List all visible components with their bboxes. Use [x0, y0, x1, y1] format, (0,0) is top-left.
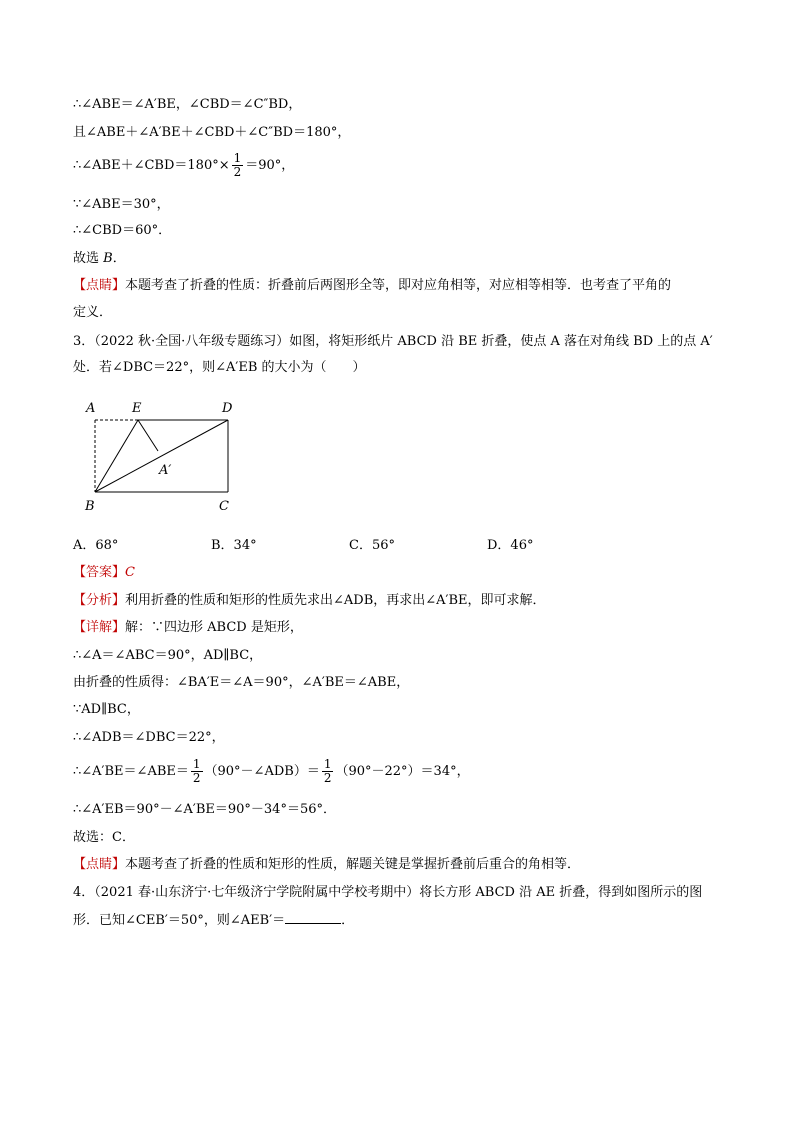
q2-line-6	[73, 250, 126, 268]
comment-tag: 【点睛】	[73, 857, 126, 872]
answer-blank	[285, 911, 341, 924]
analysis-tag: 【分析】	[73, 593, 126, 608]
q2-period: ．	[112, 251, 126, 266]
q3-detail-3: 由折叠的性质得：∠BA′E＝∠A＝90°，∠A′BE＝∠ABE，	[73, 675, 410, 690]
q3-analysis	[73, 592, 546, 610]
segment-e-aprime	[138, 420, 158, 451]
analysis-text: 利用折叠的性质和矩形的性质先求出∠ADB，再求出∠A′BE，即可求解．	[125, 593, 546, 608]
q3-detail-7: ∴∠A′EB＝90°－∠A′BE＝90°－34°＝56°．	[73, 802, 336, 817]
label-aprime: A′	[159, 463, 172, 478]
q2-comment-text: 本题考查了折叠的性质：折叠前后两图形全等，即对应角相等，对应相等相等．也考查了平角的	[125, 278, 672, 293]
fraction-denominator: 2	[192, 771, 201, 785]
fraction-one-half	[191, 758, 203, 785]
detail-6-part-c: （90°－22°）＝34°，	[335, 764, 470, 779]
fraction-numerator: 1	[192, 757, 201, 771]
q4-stem-1: 4．（2021 春·山东济宁·七年级济宁学院附属中学校考期中）将长方形 ABCD 沿 AE 折叠，得到如图所示的图	[73, 885, 703, 900]
answer-tag: 【答案】	[73, 565, 126, 580]
q3-detail-6	[73, 758, 470, 785]
q3-detail-8: 故选：C．	[73, 830, 135, 845]
q2-line-3-part-b: ＝90°，	[245, 158, 295, 173]
q3-option-c: C．56°	[349, 538, 395, 553]
label-a: A	[86, 401, 96, 416]
answer-value: C	[125, 565, 135, 580]
fraction-numerator: 1	[323, 757, 332, 771]
q4-stem-2-text: 形．已知∠CEB′＝50°，则∠AEB′＝	[73, 913, 286, 928]
q3-detail-2: ∴∠A＝∠ABC＝90°，AD∥BC，	[73, 648, 263, 663]
q2-comment	[73, 277, 671, 295]
q3-answer	[73, 564, 135, 582]
q2-line-5: ∴∠CBD＝60°．	[73, 223, 172, 238]
q3-figure	[80, 396, 250, 518]
q2-line-4: ∵∠ABE＝30°，	[73, 197, 170, 212]
q3-option-b: B．34°	[211, 538, 257, 553]
q3-comment	[73, 856, 580, 874]
q3-option-a: A．68°	[73, 538, 119, 553]
q2-choice: B	[103, 251, 113, 266]
q3-stem-2: 处．若∠DBC＝22°，则∠A′EB 的大小为（ ）	[73, 360, 366, 375]
label-b: B	[85, 499, 95, 514]
diagonal-b-d	[95, 420, 228, 492]
q4-period: ．	[341, 913, 355, 928]
q3-stem-1: 3．（2022 秋·全国·八年级专题练习）如图，将矩形纸片 ABCD 沿 BE 折叠，使点 A 落在对角线 BD 上的点 A′	[73, 334, 713, 349]
q3-detail-5: ∴∠ADB＝∠DBC＝22°，	[73, 730, 225, 745]
comment-tag: 【点睛】	[73, 278, 126, 293]
detail-6-part-b: （90°－∠ADB）＝	[204, 764, 320, 779]
q3-comment-text: 本题考查了折叠的性质和矩形的性质，解题关键是掌握折叠前后重合的角相等．	[125, 857, 581, 872]
q3-detail-4: ∵AD∥BC，	[73, 702, 140, 717]
q2-line-3-part-a: ∴∠ABE＋∠CBD＝180°×	[73, 158, 230, 173]
q2-line-2: 且∠ABE＋∠A′BE＋∠CBD＋∠C″BD＝180°，	[73, 125, 351, 140]
detail-tag: 【详解】	[73, 620, 126, 635]
q4-stem-2	[73, 911, 354, 930]
fraction-denominator: 2	[233, 165, 242, 179]
q2-line-3	[73, 152, 294, 179]
label-e: E	[132, 401, 142, 416]
fraction-one-half	[322, 758, 334, 785]
fraction-denominator: 2	[323, 771, 332, 785]
detail-6-part-a: ∴∠A′BE＝∠ABE＝	[73, 764, 189, 779]
q3-option-d: D．46°	[487, 538, 534, 553]
q2-line-1: ∴∠ABE＝∠A′BE，∠CBD＝∠C″BD，	[73, 97, 302, 112]
detail-text-1: 解：∵四边形 ABCD 是矩形，	[125, 620, 303, 635]
q2-comment-cont: 定义．	[73, 305, 113, 320]
label-c: C	[219, 499, 229, 514]
fraction-one-half	[232, 152, 244, 179]
q2-choose-label: 故选	[73, 251, 104, 266]
q3-detail-1	[73, 619, 303, 637]
label-d: D	[222, 401, 233, 416]
fraction-numerator: 1	[233, 151, 242, 165]
fold-line-b-e	[95, 420, 138, 492]
